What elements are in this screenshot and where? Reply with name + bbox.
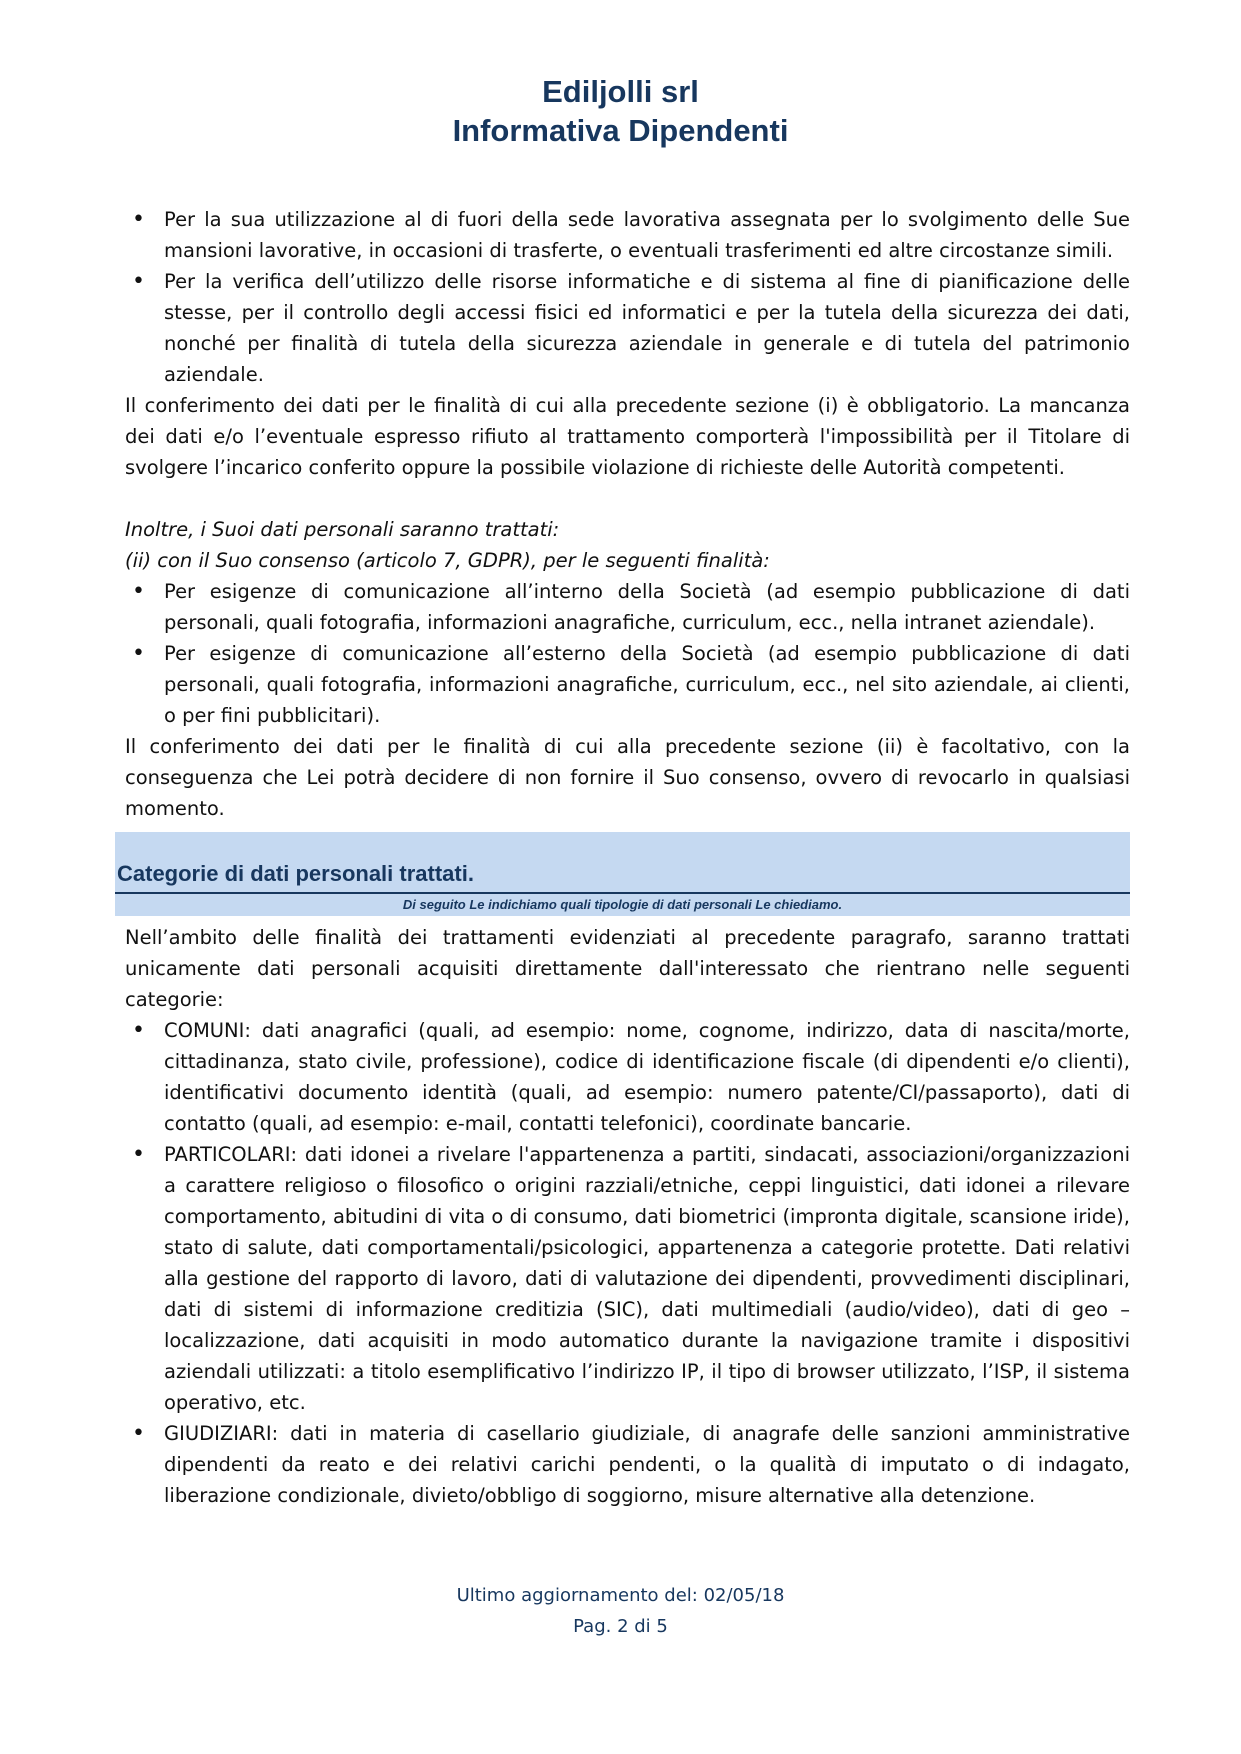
list-item: • Per esigenze di comunicazione all’esterno della Società (ad esempio pubblicazione di dati personali, quali fotografia, informazioni anagrafiche, curriculum, ecc., nel sito aziendale, ai clienti, o per fini pubblicitari). — [125, 638, 1130, 731]
purposes-list-i — [125, 204, 1130, 390]
bullet-icon: • — [132, 269, 145, 294]
categories-list — [125, 1015, 1130, 1511]
intro-italic-line-1: Inoltre, i Suoi dati personali saranno trattati: — [125, 518, 560, 541]
page-number: Pag. 2 di 5 — [573, 1616, 668, 1637]
section-title: Categorie di dati personali trattati. — [117, 861, 474, 886]
document-body — [117, 204, 1130, 1511]
categories-intro-paragraph: Nell’ambito delle finalità dei trattamenti evidenziati al precedente paragrafo, saranno trattati unicamente dati personali acquisiti direttamente dall'interessato che rientrano nelle seguenti categorie: — [125, 926, 1130, 1011]
last-updated: Ultimo aggiornamento del: 02/05/18 — [456, 1585, 785, 1606]
bullet-icon: • — [132, 579, 145, 604]
list-item: • Per esigenze di comunicazione all’interno della Società (ad esempio pubblicazione di dati personali, quali fotografia, informazioni anagrafiche, curriculum, ecc., nella intranet aziendale). — [125, 576, 1130, 638]
company-name: Ediljolli srl — [542, 74, 699, 109]
list-item: • GIUDIZIARI: dati in materia di casellario giudiziale, di anagrafe delle sanzioni amministrative dipendenti da reato e dei relativi carichi pendenti, o la qualità di imputato o di indagato, liberazione condizionale, divieto/obbligo di soggiorno, misure alternative alla detenzione. — [125, 1418, 1130, 1511]
bullet-icon: • — [132, 207, 145, 232]
bullet-icon: • — [132, 1018, 145, 1043]
document-title: Informativa Dipendenti — [452, 113, 789, 148]
purposes-list-ii — [125, 576, 1130, 731]
document-footer — [0, 1580, 1241, 1642]
mandatory-paragraph: Il conferimento dei dati per le finalità di cui alla precedente sezione (i) è obbligatorio. La mancanza dei dati e/o l’eventuale espresso rifiuto al trattamento comporterà l'impossibilità per il Titolare di svolgere l’incarico conferito oppure la possibile violazione di richieste delle Autorità competenti. — [125, 394, 1130, 479]
list-item: • PARTICOLARI: dati idonei a rivelare l'appartenenza a partiti, sindacati, associazioni/organizzazioni a carattere religioso o filosofico o origini razziali/etniche, ceppi linguistici, dati idonei a rilevare comportamento, abitudini di vita o di consumo, dati biometrici (impronta digitale, scansione iride), stato di salute, dati comportamentali/psicologici, appartenenza a categorie protette. Dati relativi alla gestione del rapporto di lavoro, dati di valutazione dei dipendenti, provvedimenti disciplinari, dati di sistemi di informazione creditizia (SIC), dati multimediali (audio/video), dati di geo – localizzazione, dati acquisiti in modo automatico durante la navigazione tramite i dispositivi aziendali utilizzati: a titolo esemplificativo l’indirizzo IP, il tipo di browser utilizzato, l’ISP, il sistema operativo, etc. — [125, 1139, 1130, 1418]
section-subtitle: Di seguito Le indichiamo quali tipologie di dati personali Le chiediamo. — [115, 894, 1130, 916]
list-item: • Per la sua utilizzazione al di fuori della sede lavorativa assegnata per lo svolgimento delle Sue mansioni lavorative, in occasioni di trasferte, o eventuali trasferimenti ed altre circostanze simili. — [125, 204, 1130, 266]
intro-italic-line-2: (ii) con il Suo consenso (articolo 7, GDPR), per le seguenti finalità: — [125, 549, 770, 572]
document-header — [0, 72, 1241, 150]
bullet-icon: • — [132, 1421, 145, 1446]
list-item: • Per la verifica dell’utilizzo delle risorse informatiche e di sistema al fine di pianificazione delle stesse, per il controllo degli accessi fisici ed informatici e per la tutela della sicurezza dei dati, nonché per finalità di tutela della sicurezza aziendale in generale e di tutela del patrimonio aziendale. — [125, 266, 1130, 390]
bullet-icon: • — [132, 641, 145, 666]
optional-paragraph: Il conferimento dei dati per le finalità di cui alla precedente sezione (ii) è facoltativo, con la conseguenza che Lei potrà decidere di non fornire il Suo consenso, ovvero di revocarlo in qualsiasi momento. — [125, 735, 1130, 820]
bullet-icon: • — [132, 1142, 145, 1167]
list-item: • COMUNI: dati anagrafici (quali, ad esempio: nome, cognome, indirizzo, data di nascita/morte, cittadinanza, stato civile, professione), codice di identificazione fiscale (di dipendenti e/o clienti), identificativi documento identità (quali, ad esempio: numero patente/CI/passaporto), dati di contatto (quali, ad esempio: e-mail, contatti telefonici), coordinate bancarie. — [125, 1015, 1130, 1139]
section-header — [115, 832, 1130, 916]
